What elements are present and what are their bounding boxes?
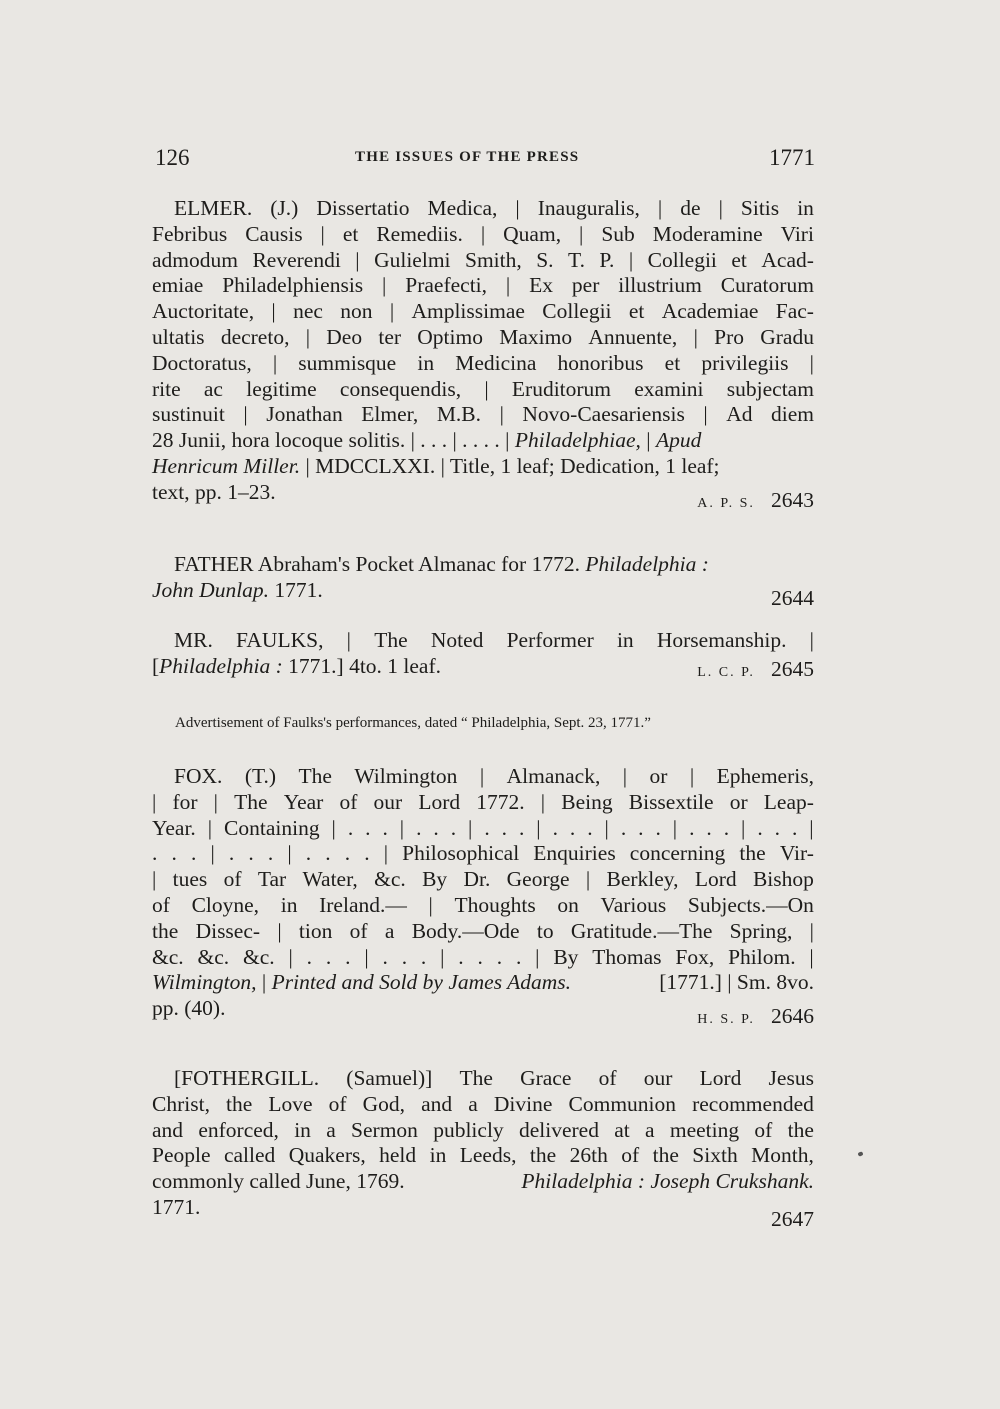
imprint <box>152 578 323 604</box>
entry-line: ultatis decreto, | Deo ter Optimo Maximo Annuente, | Pro Gradu <box>152 324 814 349</box>
entry-number: 2643 <box>771 487 814 512</box>
entry-line: Febribus Causis | et Remediis. | Quam, | Sub Moderamine Viri <box>152 221 814 246</box>
collation: text, pp. 1–23. <box>152 479 276 504</box>
imprint-place: Philadelphia : <box>159 653 283 678</box>
entry-line <box>152 970 814 996</box>
entry-line <box>152 454 814 480</box>
entry-line: rite ac legitime consequendis, | Eruditorum examini subjectam <box>152 376 814 401</box>
text-segment: [1771.] | Sm. 8vo. <box>653 970 814 995</box>
imprint-publisher: Apud <box>655 428 702 453</box>
text-segment: | <box>256 970 272 995</box>
entry-line: Auctoritate, | nec non | Amplissimae Collegii et Academiae Fac- <box>152 299 814 324</box>
entry-line: . . . | . . . | . . . . | Philosophical Enquiries concerning the Vir- <box>152 841 814 866</box>
entry-line <box>152 428 814 454</box>
location-code: A. P. S. <box>697 495 755 511</box>
entry-2644 <box>152 552 814 610</box>
entry-last-line <box>152 654 814 680</box>
entry-2645 <box>152 628 814 680</box>
imprint: Philadelphia : Joseph Crukshank. <box>521 1169 814 1194</box>
entry-2646 <box>152 764 814 1029</box>
location-and-number <box>697 1004 814 1033</box>
imprint-place: Philadelphiae, <box>514 428 641 453</box>
entry-line: of Cloyne, in Ireland.— | Thoughts on Various Subjects.—On <box>152 892 814 917</box>
imprint-place: Wilmington, <box>152 970 257 995</box>
text-segment: 28 Junii, hora locoque solitis. | . . . | . . . . | <box>152 428 515 453</box>
text-segment: [ <box>152 653 160 678</box>
entry-last-line <box>152 1194 814 1231</box>
entry-line: MR. FAULKS, | The Noted Performer in Horsemanship. | <box>174 628 814 652</box>
entry-number: 2646 <box>771 1004 814 1029</box>
entry-line: admodum Reverendi | Gulielmi Smith, S. T. P. | Collegii et Acad- <box>152 247 814 272</box>
entry-line: the Dissec- | tion of a Body.—Ode to Gratitude.—The Spring, | <box>152 918 814 943</box>
entry-line: [FOTHERGILL. (Samuel)] The Grace of our Lord Jesus <box>174 1066 814 1090</box>
imprint-publisher: Henricum Miller. <box>152 453 301 478</box>
entry-2643 <box>152 196 814 512</box>
text-segment: 1771.] 4to. 1 leaf. <box>282 653 442 678</box>
entry-line: Christ, the Love of God, and a Divine Communion recommended <box>152 1091 814 1116</box>
entry-line: People called Quakers, held in Leeds, the 26th of the Sixth Month, <box>152 1143 814 1168</box>
imprint-publisher: John Dunlap. <box>152 577 270 602</box>
location-code: H. S. P. <box>697 1012 755 1028</box>
location-and-number <box>697 488 814 517</box>
imprint-place: Philadelphia : <box>585 552 709 576</box>
imprint <box>152 970 571 996</box>
entry-note: Advertisement of Faulks's performances, dated “ Philadelphia, Sept. 23, 1771.” <box>175 715 651 731</box>
location-code: L. C. P. <box>697 664 755 680</box>
entry-line: emiae Philadelphiensis | Praefecti, | Ex per illustrium Curatorum <box>152 273 814 298</box>
imprint-year: 1771. <box>269 577 323 602</box>
entry-line: | for | The Year of our Lord 1772. | Being Bissextile or Leap- <box>152 789 814 814</box>
entry-number: 2647 <box>771 1206 814 1231</box>
collation: pp. (40). <box>152 996 226 1021</box>
text-segment: | MDCCLXXI. | Title, 1 leaf; Dedication, 1 leaf; <box>300 453 720 478</box>
imprint <box>152 654 441 680</box>
entry-line: FOX. (T.) The Wilmington | Almanack, | or | Ephemeris, <box>174 764 814 788</box>
entry-last-line <box>152 479 814 512</box>
entry-line: Year. | Containing | . . . | . . . | . . . | . . . | . . . | . . . | . . . | <box>152 815 814 840</box>
page-number: 126 <box>155 145 190 170</box>
entry-line: Doctoratus, | summisque in Medicina honoribus et privilegiis | <box>152 350 814 375</box>
entry-line: ELMER. (J.) Dissertatio Medica, | Inauguralis, | de | Sitis in <box>174 196 814 220</box>
running-title: THE ISSUES OF THE PRESS <box>355 149 580 165</box>
entry-number: 2645 <box>771 656 814 681</box>
entry-line: | tues of Tar Water, &c. By Dr. George | Berkley, Lord Bishop <box>152 867 814 892</box>
running-header <box>155 145 815 175</box>
text-segment: commonly called June, 1769. <box>152 1169 410 1194</box>
imprint-year: 1771. <box>152 1194 201 1219</box>
entry-line <box>152 552 814 578</box>
text-segment: | <box>640 428 656 453</box>
entry-line: sustinuit | Jonathan Elmer, M.B. | Novo-Caesariensis | Ad diem <box>152 402 814 427</box>
entry-line <box>152 1169 814 1195</box>
entry-number: 2644 <box>771 585 814 610</box>
entry-last-line <box>152 577 814 610</box>
entry-2647 <box>152 1066 814 1231</box>
entry-line: &c. &c. &c. | . . . | . . . | . . . . | By Thomas Fox, Philom. | <box>152 944 814 969</box>
paper-speck <box>857 1151 863 1157</box>
entry-last-line <box>152 996 814 1029</box>
header-year: 1771 <box>769 145 815 170</box>
entry-line: and enforced, in a Sermon publicly delivered at a meeting of the <box>152 1117 814 1142</box>
imprint-publisher: Printed and Sold by James Adams. <box>271 970 571 995</box>
location-and-number <box>697 657 814 686</box>
text-segment: FATHER Abraham's Pocket Almanac for 1772. <box>174 552 586 576</box>
